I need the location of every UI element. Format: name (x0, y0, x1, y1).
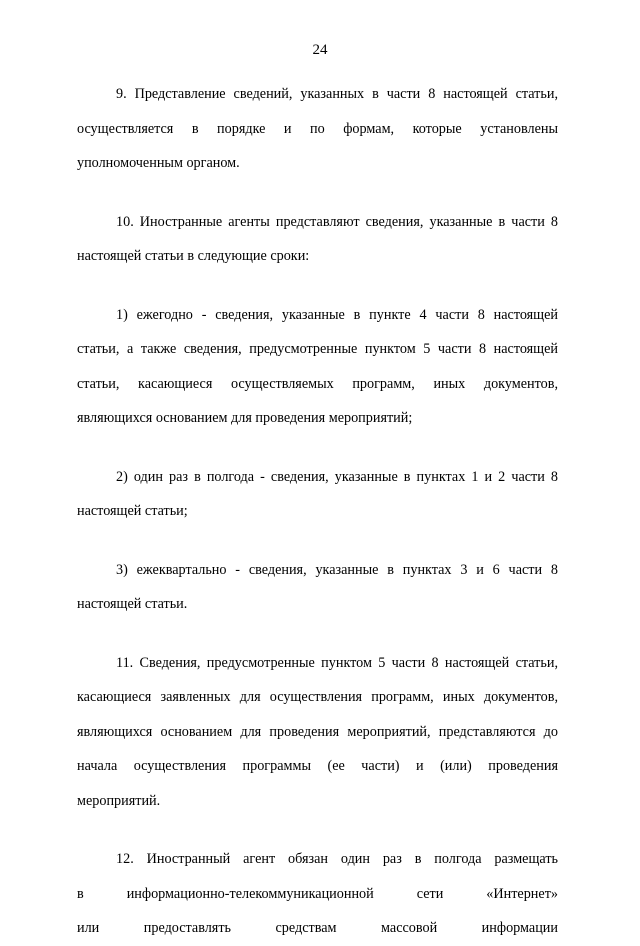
paragraph-line: 11. Сведения, предусмотренные пунктом 5 части 8 настоящей статьи, (116, 654, 558, 671)
list-item-3 (77, 553, 558, 622)
paragraph-line: 2) один раз в полгода - сведения, указанные в пунктах 1 и 2 части 8 (116, 468, 558, 485)
paragraph-10 (77, 205, 558, 274)
paragraph-line: или предоставлять средствам массовой информации (77, 920, 558, 936)
page-number: 24 (312, 42, 328, 58)
paragraph-line: начала осуществления программы (ее части) и (или) проведения (77, 758, 558, 774)
paragraph-line: являющихся основанием для проведения мероприятий; (77, 410, 413, 426)
paragraph-line: мероприятий. (77, 792, 161, 809)
paragraph-line: в информационно-телекоммуникационной сети «Интернет» (77, 885, 558, 902)
paragraph-line: настоящей статьи; (77, 503, 188, 519)
paragraph-line: осуществляется в порядке и по формам, которые установлены (77, 120, 558, 137)
paragraph-line: статьи, а также сведения, предусмотренные пунктом 5 части 8 настоящей (77, 341, 558, 357)
paragraph-line: 12. Иностранный агент обязан один раз в полгода размещать (116, 851, 558, 867)
paragraph-line: 1) ежегодно - сведения, указанные в пункте 4 части 8 настоящей (116, 306, 558, 323)
paragraph-11 (77, 646, 558, 819)
paragraph-line: уполномоченным органом. (77, 155, 240, 171)
list-item-2 (77, 460, 558, 529)
paragraph-line: являющихся основанием для проведения мероприятий, представляются до (77, 723, 558, 740)
list-item-1 (77, 298, 558, 436)
paragraph-line: 9. Представление сведений, указанных в части 8 настоящей статьи, (116, 86, 558, 102)
paragraph-12 (77, 842, 558, 946)
document-body (77, 77, 558, 946)
paragraph-line: касающиеся заявленных для осуществления программ, иных документов, (77, 689, 558, 705)
paragraph-9 (77, 77, 558, 181)
paragraph-line: 3) ежеквартально - сведения, указанные в пунктах 3 и 6 части 8 (116, 561, 558, 578)
paragraph-line: 10. Иностранные агенты представляют сведения, указанные в части 8 (116, 213, 558, 230)
paragraph-line: статьи, касающиеся осуществляемых программ, иных документов, (77, 375, 558, 392)
paragraph-line: настоящей статьи. (77, 596, 188, 612)
paragraph-line: настоящей статьи в следующие сроки: (77, 248, 310, 264)
